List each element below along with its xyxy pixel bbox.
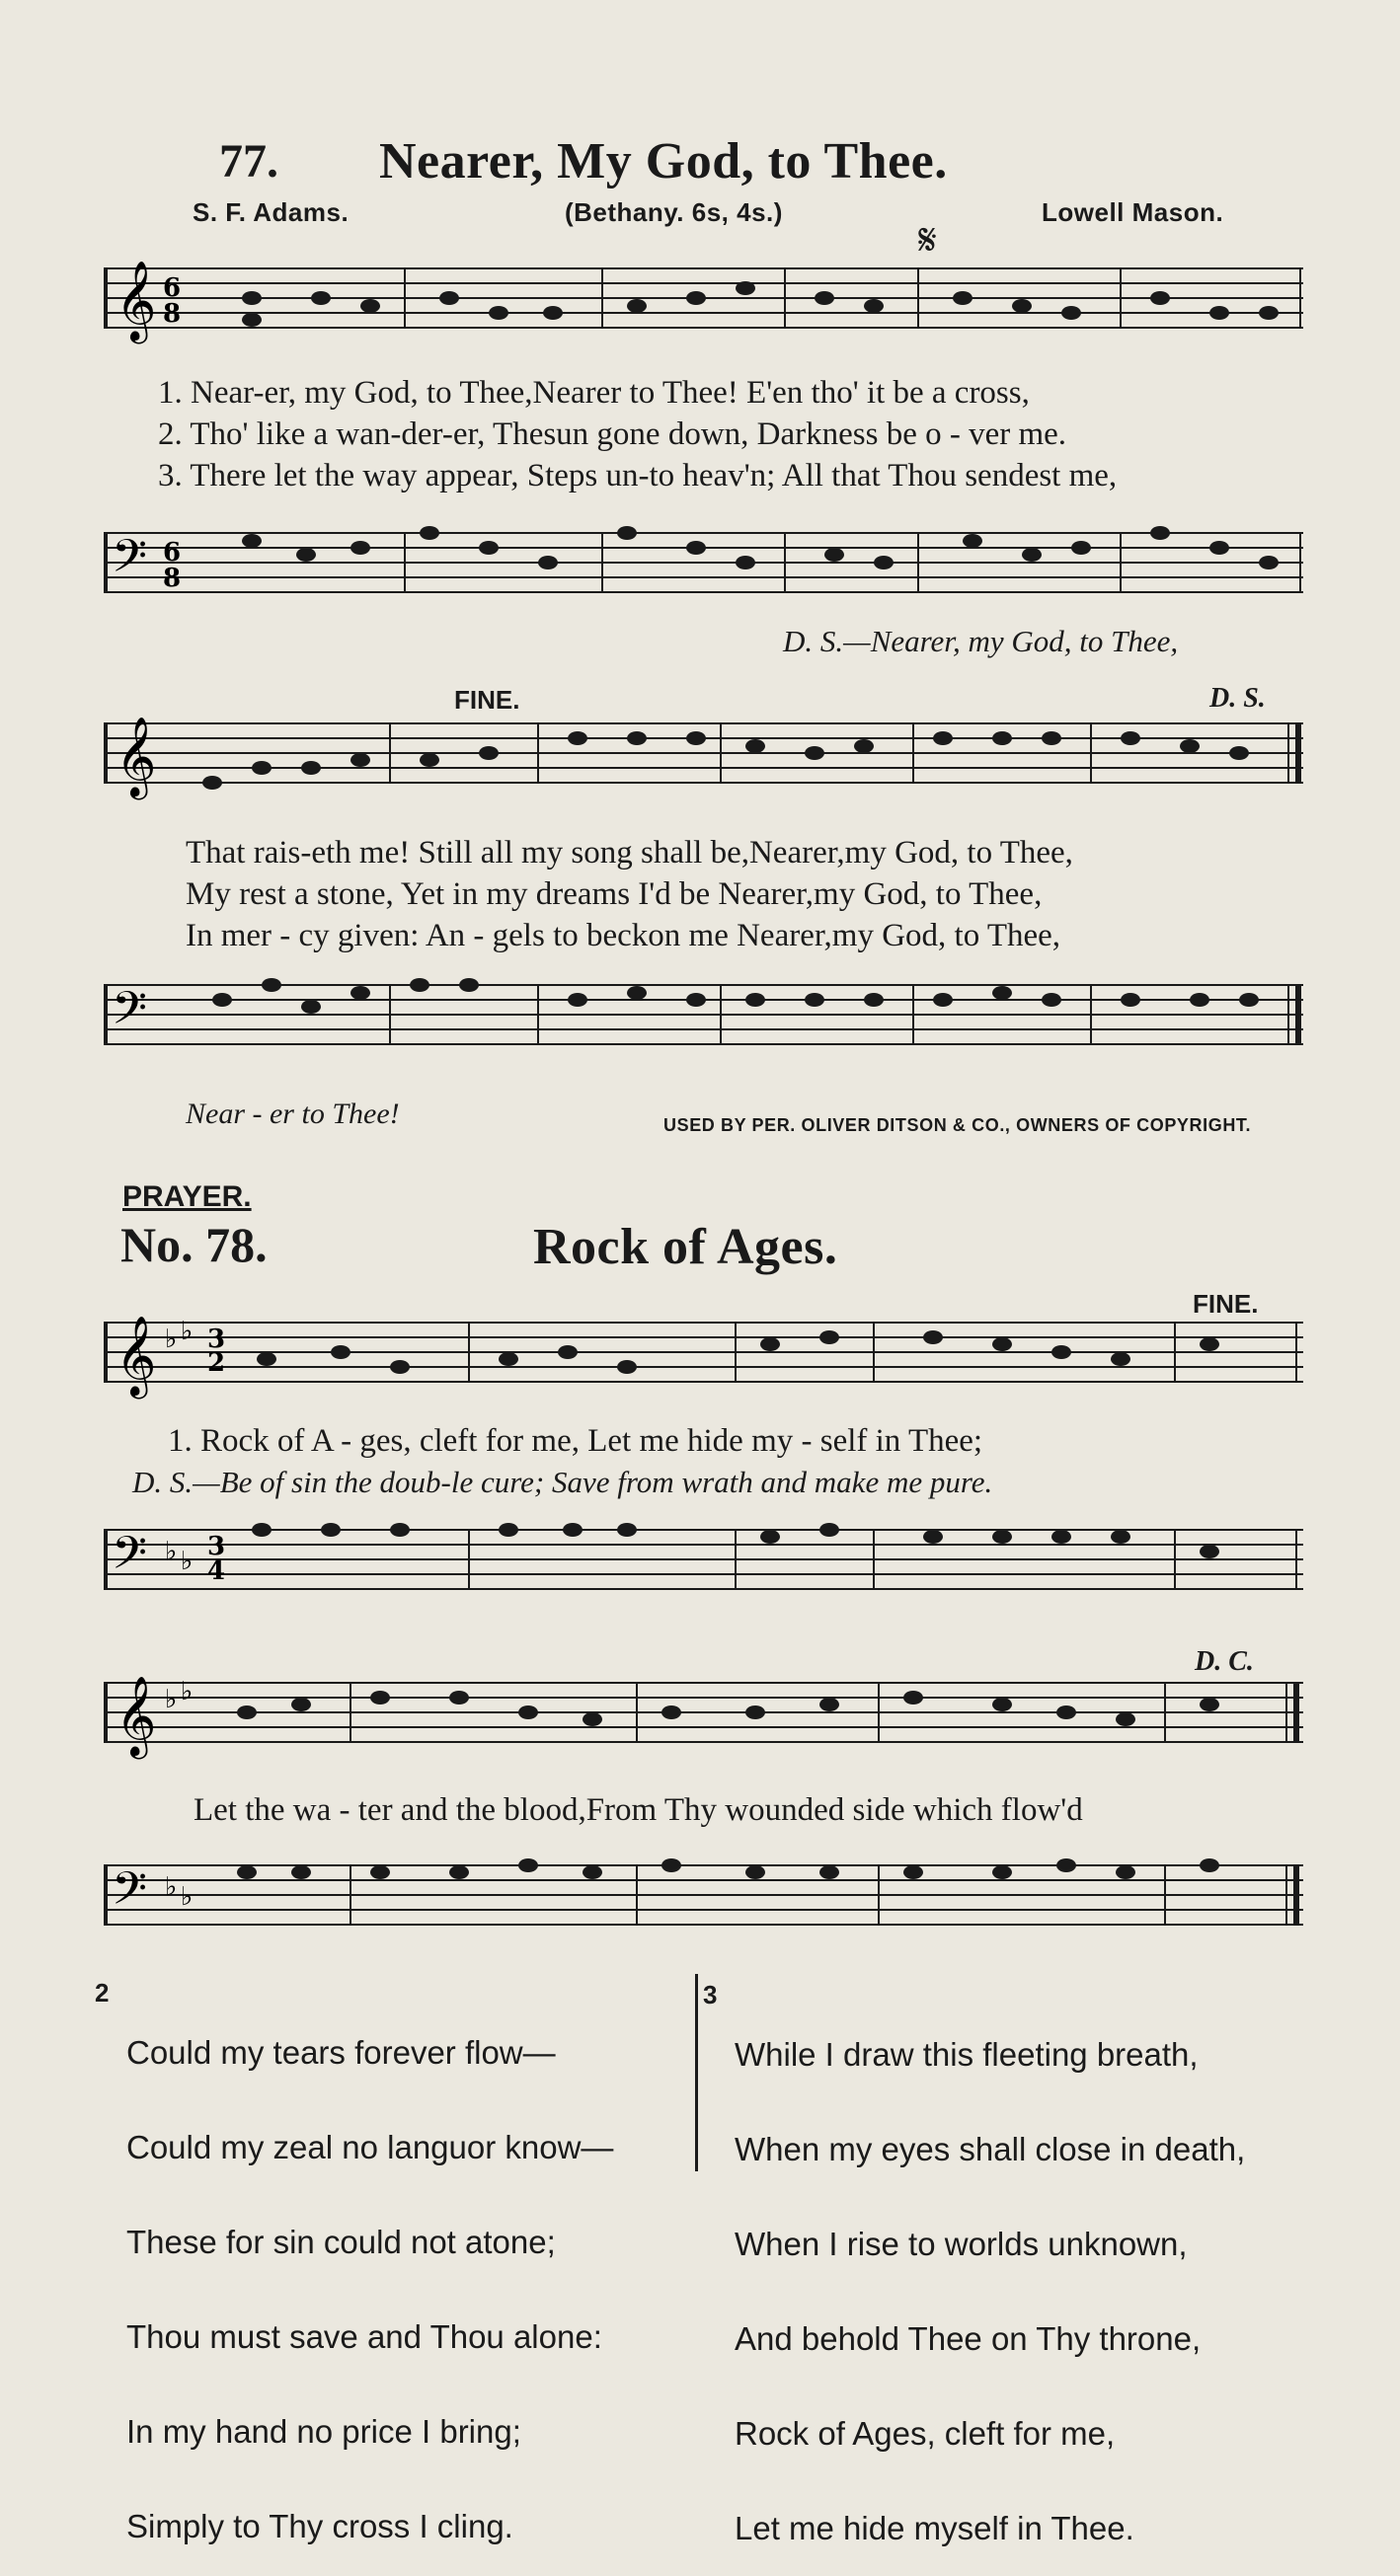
- bass-staff: [104, 955, 1303, 1064]
- ds-instruction: D. S.—Be of sin the doub-le cure; Save from wrath and make me pure.: [132, 1465, 993, 1499]
- svg-text:4: 4: [207, 1556, 226, 1586]
- lyric-line-3: 3. There let the way appear, Steps un-to heav'n; All that Thou sendest me,: [158, 458, 1118, 493]
- verse-number: 2: [95, 1978, 110, 2008]
- svg-text:𝄢: 𝄢: [112, 1862, 148, 1927]
- bass-staff: [104, 1846, 1303, 1944]
- ds-instruction: D. S.—Nearer, my God, to Thee,: [783, 624, 1179, 658]
- svg-text:3: 3: [207, 1532, 226, 1561]
- svg-text:6: 6: [163, 273, 182, 303]
- verse-3: [735, 1976, 1245, 2576]
- fine-marker: FINE.: [1193, 1289, 1259, 1319]
- ds-marker: D. S.: [1209, 683, 1266, 714]
- verse-line: In my hand no price I bring;: [126, 2413, 521, 2450]
- lyric-line-1: That rais-eth me! Still all my song shall be,Nearer,my God, to Thee,: [186, 835, 1073, 871]
- svg-text:♭: ♭: [181, 1882, 194, 1912]
- treble-staff: [104, 709, 1303, 807]
- verse-line: Could my zeal no languor know—: [126, 2129, 614, 2165]
- svg-text:𝄞: 𝄞: [116, 1675, 157, 1756]
- treble-staff: [104, 1668, 1303, 1772]
- verse-divider: [695, 1974, 698, 2171]
- tune-name: (Bethany. 6s, 4s.): [565, 197, 783, 227]
- hymn-number: 77.: [219, 135, 278, 188]
- svg-text:♭: ♭: [181, 1677, 194, 1706]
- verse-number: 3: [703, 1980, 718, 2009]
- verse-line: When I rise to worlds unknown,: [735, 2226, 1188, 2262]
- treble-staff: [104, 259, 1303, 347]
- verse-line: Could my tears forever flow—: [126, 2034, 556, 2071]
- lyric-line-2: 2. Tho' like a wan-der-er, Thesun gone down, Darkness be o - ver me.: [158, 417, 1067, 452]
- svg-text:♭: ♭: [165, 1537, 178, 1566]
- dc-marker: D. C.: [1195, 1646, 1254, 1677]
- lyric-line-3: In mer - cy given: An - gels to beckon me Nearer,my God, to Thee,: [186, 918, 1061, 953]
- lyric-line-1: 1. Rock of A - ges, cleft for me, Let me hide my - self in Thee;: [168, 1423, 983, 1459]
- svg-text:2: 2: [207, 1348, 226, 1378]
- verse-line: Simply to Thy cross I cling.: [126, 2508, 513, 2544]
- hymn-number: No. 78.: [120, 1217, 268, 1272]
- hymn-title: Rock of Ages.: [533, 1219, 838, 1275]
- svg-text:𝄞: 𝄞: [116, 260, 157, 341]
- lyric-line-1: 1. Near-er, my God, to Thee,Nearer to Thee! E'en tho' it be a cross,: [158, 375, 1030, 411]
- lyric-line-2: My rest a stone, Yet in my dreams I'd be Nearer,my God, to Thee,: [186, 876, 1043, 912]
- svg-text:♭: ♭: [181, 1317, 194, 1346]
- bass-staff: [104, 503, 1303, 612]
- ending-lyric: Near - er to Thee!: [186, 1098, 400, 1130]
- lyric-line-1: Let the wa - ter and the blood,From Thy wounded side which flow'd: [194, 1792, 1083, 1828]
- svg-text:𝄞: 𝄞: [116, 716, 157, 796]
- verse-2: [126, 1974, 613, 2574]
- treble-staff: [104, 1308, 1303, 1411]
- svg-text:𝄢: 𝄢: [112, 530, 148, 594]
- verse-line: When my eyes shall close in death,: [735, 2131, 1246, 2167]
- verse-line: Let me hide myself in Thee.: [735, 2510, 1134, 2546]
- svg-text:♭: ♭: [165, 1872, 178, 1902]
- author-credit: S. F. Adams.: [193, 197, 350, 227]
- svg-text:♭: ♭: [181, 1547, 194, 1576]
- verse-line: Thou must save and Thou alone:: [126, 2318, 602, 2355]
- verse-line: These for sin could not atone;: [126, 2224, 556, 2260]
- hymn-title: Nearer, My God, to Thee.: [379, 133, 948, 189]
- verse-line: And behold Thee on Thy throne,: [735, 2320, 1202, 2357]
- svg-text:𝄢: 𝄢: [112, 1527, 148, 1591]
- section-label: PRAYER.: [122, 1180, 252, 1213]
- svg-text:6: 6: [163, 538, 182, 568]
- copyright-notice: USED BY PER. OLIVER DITSON & CO., OWNERS OF COPYRIGHT.: [663, 1115, 1252, 1135]
- verse-line: While I draw this fleeting breath,: [735, 2036, 1199, 2073]
- svg-text:3: 3: [207, 1325, 226, 1354]
- svg-text:8: 8: [163, 564, 182, 593]
- segno-icon: 𝄋: [918, 216, 937, 265]
- fine-marker: FINE.: [454, 685, 520, 715]
- composer-credit: Lowell Mason.: [1042, 197, 1224, 227]
- svg-text:8: 8: [163, 299, 182, 329]
- bass-staff: [104, 1510, 1303, 1609]
- svg-text:♭: ♭: [165, 1325, 178, 1354]
- svg-text:♭: ♭: [165, 1685, 178, 1714]
- svg-text:𝄞: 𝄞: [116, 1315, 157, 1396]
- svg-text:𝄢: 𝄢: [112, 982, 148, 1046]
- verse-line: Rock of Ages, cleft for me,: [735, 2415, 1116, 2452]
